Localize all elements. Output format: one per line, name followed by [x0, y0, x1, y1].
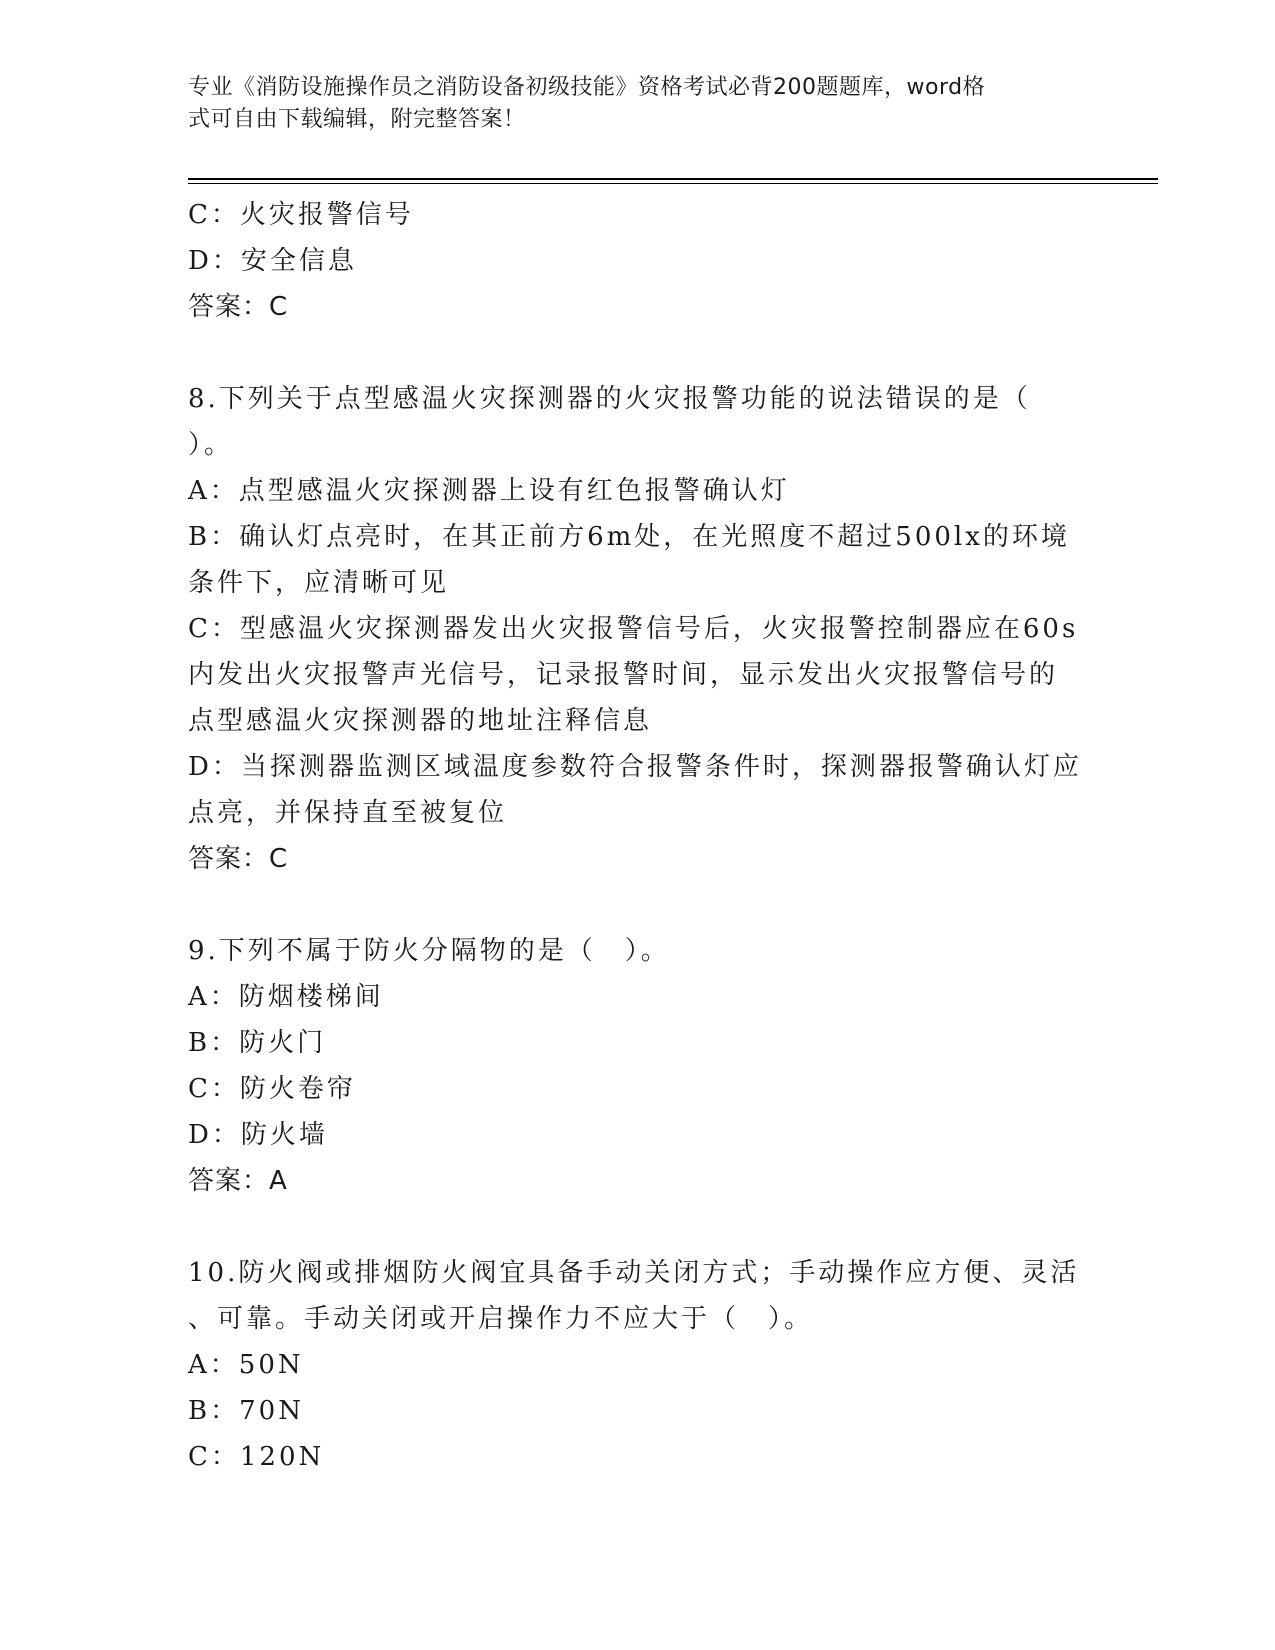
q10-stem-line-1: 10.防火阀或排烟防火阀宜具备手动关闭方式；手动操作应方便、灵活	[188, 1258, 1080, 1288]
q9-option-d: D：防火墙	[188, 1120, 328, 1150]
q8-option-b-line-1: B：确认灯点亮时，在其正前方6m处，在光照度不超过500lx的环境	[188, 522, 1070, 552]
q8-answer: 答案：C	[188, 844, 289, 874]
header-rule-thick	[188, 178, 1158, 180]
q10-option-c: C：120N	[188, 1442, 325, 1472]
q7-option-d: D：安全信息	[188, 246, 357, 276]
spacer	[188, 1204, 1088, 1250]
q9-answer: 答案：A	[188, 1166, 288, 1196]
q10-stem-line-2: 、可靠。手动关闭或开启操作力不应大于（ ）。	[188, 1304, 814, 1334]
q8-stem-line-1: 8.下列关于点型感温火灾探测器的火灾报警功能的说法错误的是（	[188, 384, 1031, 414]
question-content	[188, 192, 1088, 1480]
header-line-2: 式可自由下载编辑，附完整答案！	[188, 107, 526, 132]
q10-option-a: A：50N	[188, 1350, 304, 1380]
q8-stem-line-2: ）。	[188, 430, 234, 460]
q8-option-a: A：点型感温火灾探测器上设有红色报警确认灯	[188, 476, 790, 506]
q8-option-c-line-3: 点型感温火灾探测器的地址注释信息	[188, 706, 653, 736]
spacer	[188, 330, 1088, 376]
header-rule-thin	[188, 183, 1158, 184]
q8-option-d-line-2: 点亮，并保持直至被复位	[188, 798, 508, 828]
q9-stem: 9.下列不属于防火分隔物的是（ ）。	[188, 936, 670, 966]
q9-option-c: C：防火卷帘	[188, 1074, 356, 1104]
q9-option-b: B：防火门	[188, 1028, 327, 1058]
q8-option-c-line-2: 内发出火灾报警声光信号，记录报警时间，显示发出火灾报警信号的	[188, 660, 1059, 690]
document-header	[188, 72, 1068, 136]
q7-answer: 答案：C	[188, 292, 289, 322]
q7-option-c: C：火灾报警信号	[188, 200, 414, 230]
q8-option-d-line-1: D：当探测器监测区域温度参数符合报警条件时，探测器报警确认灯应	[188, 752, 1082, 782]
spacer	[188, 882, 1088, 928]
q9-option-a: A：防烟楼梯间	[188, 982, 384, 1012]
header-line-1: 专业《消防设施操作员之消防设备初级技能》资格考试必背200题题库，word格	[188, 75, 986, 100]
q8-option-b-line-2: 条件下，应清晰可见	[188, 568, 450, 598]
q10-option-b: B：70N	[188, 1396, 304, 1426]
q8-option-c-line-1: C：型感温火灾探测器发出火灾报警信号后，火灾报警控制器应在60s	[188, 614, 1079, 644]
